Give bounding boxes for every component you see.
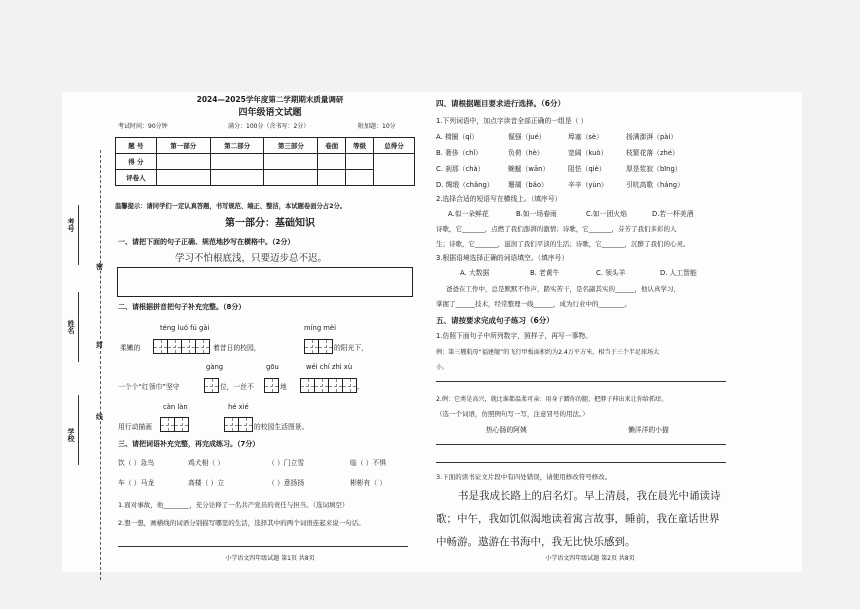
q5-1-answer-line[interactable] [436, 381, 726, 382]
q2-text: 位，一丝不 [220, 383, 254, 391]
q2-text: 着昔日的校园， [213, 344, 261, 352]
q4-3-option: A. 大数据 [460, 269, 490, 277]
kaohao-write-line [78, 205, 79, 265]
q5-3-passage-line-2: 歌；中午，我如饥似渴地读着寓言故事，睡前，我在童话世界 [436, 513, 720, 525]
q4-2-option: B.如一场春雨 [516, 210, 557, 218]
bonus-score: 附加题：10分 [358, 123, 396, 130]
score-cell: 卷面 [318, 138, 346, 154]
q4-3-prompt: 3.根据语境选择正确的词语填空。（填序号） [436, 254, 569, 262]
left-page-footer: 小学语文四年级试题 第1页 共8页 [225, 555, 315, 562]
q3-word: 临（ ）不惧 [350, 459, 387, 467]
q5-3-passage-line-1: 书是我成长路上的启名灯。早上清晨，我在晨光中诵读诗 [458, 490, 721, 502]
q2-title: 二、请根据拼音把句子补充完整。（8分） [118, 303, 246, 311]
q3-title: 三、请把词语补充完整，再完成练习。（7分） [118, 440, 260, 448]
q4-option[interactable]: B. 奢侈（chǐ） [436, 149, 483, 157]
q4-option: 埠塞（sè） [568, 133, 603, 141]
q4-option[interactable]: C. 刹那（chà） [436, 165, 485, 173]
q2-answer-grid-5[interactable] [300, 378, 356, 393]
q2-answer-grid-6[interactable] [160, 417, 188, 432]
q3-word: 高楼（ ）立 [188, 479, 225, 487]
q3-word: 鸡犬相（ ） [188, 459, 225, 467]
q1-sentence: 学习不怕根底浅，只要迈步总不迟。 [175, 253, 328, 264]
q4-option: 辛辛（yùn） [568, 181, 608, 189]
q2-text: 的校园生活图景。 [254, 423, 309, 431]
score-cell: 总得分 [374, 138, 415, 154]
q4-3-option: C. 领头羊 [596, 269, 626, 277]
score-input-cell[interactable] [374, 154, 415, 186]
side-label-xian: 线 [96, 413, 103, 421]
q5-2-instruction: （选一个词语，仿照例句写一写，注意冒号的用法。） [436, 410, 589, 418]
part1-title: 第一部分：基础知识 [225, 218, 315, 229]
q4-1-prompt: 1.下列词语中，加点字读音全部正确的一组是（ ） [436, 117, 588, 125]
q4-option: 阻怯（qiè） [568, 165, 606, 173]
q5-2-answer-line[interactable] [436, 462, 726, 463]
q4-title: 四、请根据题目要求进行选择。（6分） [436, 99, 565, 108]
q4-2-option: A.似一朵鲜花 [448, 210, 489, 218]
q4-option: 厚是浆寂（bīng） [626, 165, 682, 173]
q2-pinyin-2: míng mèi [304, 324, 336, 332]
q1-title: 一、请把下面的句子正确、规范地抄写在横格中。（2分） [118, 238, 295, 246]
q4-option: 枝繁花落（zhé） [626, 149, 679, 157]
q4-3-line-2: 掌握了______技术，经常整理一线______，成为行业中的________。 [436, 300, 631, 308]
q4-2-prompt: 2.选择合适的短语写在横线上。（填序号） [436, 195, 562, 203]
q3-exercise-2: 2.想一想，画横线的词语分别描写哪里的生活，选择其中的两个词语连起来说一句话。 [118, 519, 365, 527]
q2-answer-grid-2[interactable] [304, 339, 332, 354]
binding-dashed-line [100, 150, 101, 580]
exam-header-title: 2024—2025学年度第二学期期末质量调研 [196, 95, 344, 104]
q5-1-example: 例：第三艘航母“福建舰”的飞行甲板面积约为2.4万平方米，相当于三个半足球场大 [436, 349, 660, 356]
q2-pinyin-6: càn làn [163, 403, 188, 411]
score-row [116, 154, 415, 170]
reminder-text: 温馨提示：请同学们一定认真答题，书写规范、端正、整洁，本试题卷面分占2分。 [115, 203, 347, 210]
side-label-kaohao: 考号 [67, 218, 75, 232]
q4-option: 负荷（hè） [508, 149, 544, 157]
q4-option[interactable]: A. 椅圈（qí） [436, 133, 479, 141]
exam-time: 考试时间：90分钟 [118, 123, 168, 130]
full-score: 满分：100分（含书写：2分） [228, 123, 310, 130]
q2-answer-grid-7[interactable] [224, 417, 252, 432]
score-cell: 题 号 [116, 138, 157, 154]
q4-option: 扬满澎湃（pài） [626, 133, 678, 141]
q2-text: 一个个“红领巾”坚守 [118, 383, 180, 391]
q1-writing-box[interactable] [117, 267, 413, 297]
score-input-cell[interactable] [210, 154, 264, 170]
score-cell: 等级 [346, 138, 374, 154]
q4-3-option: B. 老黄牛 [530, 269, 560, 277]
grader-row-label: 评卷人 [116, 170, 157, 186]
q2-pinyin-1: téng luó fú gài [160, 324, 210, 332]
score-cell: 第三部分 [264, 138, 318, 154]
score-input-cell[interactable] [346, 154, 374, 170]
q4-option: 倔强（jué） [508, 133, 546, 141]
q5-title: 五、请按要求完成句子练习（6分） [436, 316, 554, 325]
q3-exercise-1: 1.面对事故，他________，充分诠释了一名共产党员的责任与担当。（选词填空） [118, 501, 349, 509]
score-cell: 第一部分 [156, 138, 210, 154]
q2-pinyin-7: hé xié [228, 403, 249, 411]
side-label-xingming: 姓名 [67, 320, 75, 334]
q2-answer-grid-1[interactable] [153, 339, 209, 354]
q5-2-example: 2.例：它类是高兴，就比谁都温柔可亲：用身子蹭你的腿，把脖子伸出来让你给抓痒。 [436, 396, 668, 403]
q3-word: （ ）门立雪 [268, 459, 305, 467]
q3-answer-line[interactable] [118, 546, 408, 547]
q2-pinyin-4: gōu [266, 363, 279, 371]
score-table [115, 137, 415, 186]
q2-text: 柔嫩的 [120, 344, 141, 352]
q2-pinyin-5: wéi chí zhì xù [306, 363, 353, 371]
q5-2-answer-line[interactable] [436, 444, 726, 445]
q2-text: 用行动描画 [118, 423, 152, 431]
q3-word: 饮（ ）急鸟 [118, 459, 155, 467]
q5-2-word: 热心肠的阿姨 [486, 426, 527, 434]
grader-input-cell[interactable] [156, 170, 210, 186]
q3-word: 车（ ）马龙 [118, 479, 155, 487]
q3-word: 彬彬有（ ） [350, 479, 387, 487]
score-input-cell[interactable] [318, 154, 346, 170]
grader-input-cell[interactable] [264, 170, 318, 186]
q5-2-word: 懒洋洋的小猫 [628, 426, 669, 434]
name-write-line [78, 292, 79, 362]
q2-pinyin-3: gàng [206, 363, 224, 371]
q4-2-option: D.若一杯美酒 [652, 210, 694, 218]
score-input-cell[interactable] [264, 154, 318, 170]
grader-row [116, 170, 415, 186]
q4-3-line-1: 爸爸在工作中，总是默默不作声，踏实苦干，是名副其实的______，他认真学习， [446, 285, 680, 293]
q4-2-line-2: 生；诗歌，它_______，滋润了我们平淡的生活；诗歌，它_______，沉醉了我们的心灵。 [436, 240, 690, 248]
school-write-line [78, 395, 79, 465]
q2-text: 地 [280, 383, 287, 391]
q2-answer-grid-4[interactable] [264, 378, 278, 393]
score-row-label: 得 分 [116, 154, 157, 170]
q4-option: 蜿蜒（wān） [508, 165, 550, 173]
q5-3-passage-line-3: 中畅游。遨游在书海中，我无比快乐感到。 [436, 536, 636, 548]
right-page-footer: 小学语文四年级试题 第2页 共8页 [545, 555, 635, 562]
side-label-feng: 封 [96, 341, 103, 349]
grader-input-cell[interactable] [318, 170, 346, 186]
q4-2-line-1: 诗歌，它_______，点燃了我们澎湃的激情；诗歌，它_______，芬芳了我们多彩的人 [436, 225, 677, 233]
q5-1-prompt: 1.仿照下面句子中所列数字，照样子，再写一事物。 [436, 332, 593, 340]
side-label-xuexiao: 学校 [67, 428, 75, 442]
q4-option: 宽阔（kuò） [568, 149, 608, 157]
q2-text: 的阳光下， [334, 344, 368, 352]
q5-3-prompt: 3.下面的读书证文片段中有四处错误，请使用修改符号修改。 [436, 473, 612, 481]
score-input-cell[interactable] [156, 154, 210, 170]
q4-option: 珊瑚（bǎo） [508, 181, 548, 189]
grader-input-cell[interactable] [210, 170, 264, 186]
q4-3-option: D. 人工智能 [660, 269, 697, 277]
q3-word: （ ）意扬扬 [268, 479, 305, 487]
q5-1-example-end: 小。 [436, 364, 449, 371]
score-table-header [116, 138, 415, 154]
q4-option[interactable]: D. 绸缎（chǎng） [436, 181, 494, 189]
exam-subject-title: 四年级语文试题 [238, 108, 302, 118]
side-label-mi: 密 [96, 263, 103, 271]
q4-option: 引吭高歌（háng） [626, 181, 684, 189]
q2-answer-grid-3[interactable] [204, 378, 218, 393]
grader-input-cell[interactable] [346, 170, 374, 186]
q4-2-option: C.如一团火焰 [586, 210, 627, 218]
q2-text: 。 [357, 383, 364, 391]
score-cell: 第二部分 [210, 138, 264, 154]
